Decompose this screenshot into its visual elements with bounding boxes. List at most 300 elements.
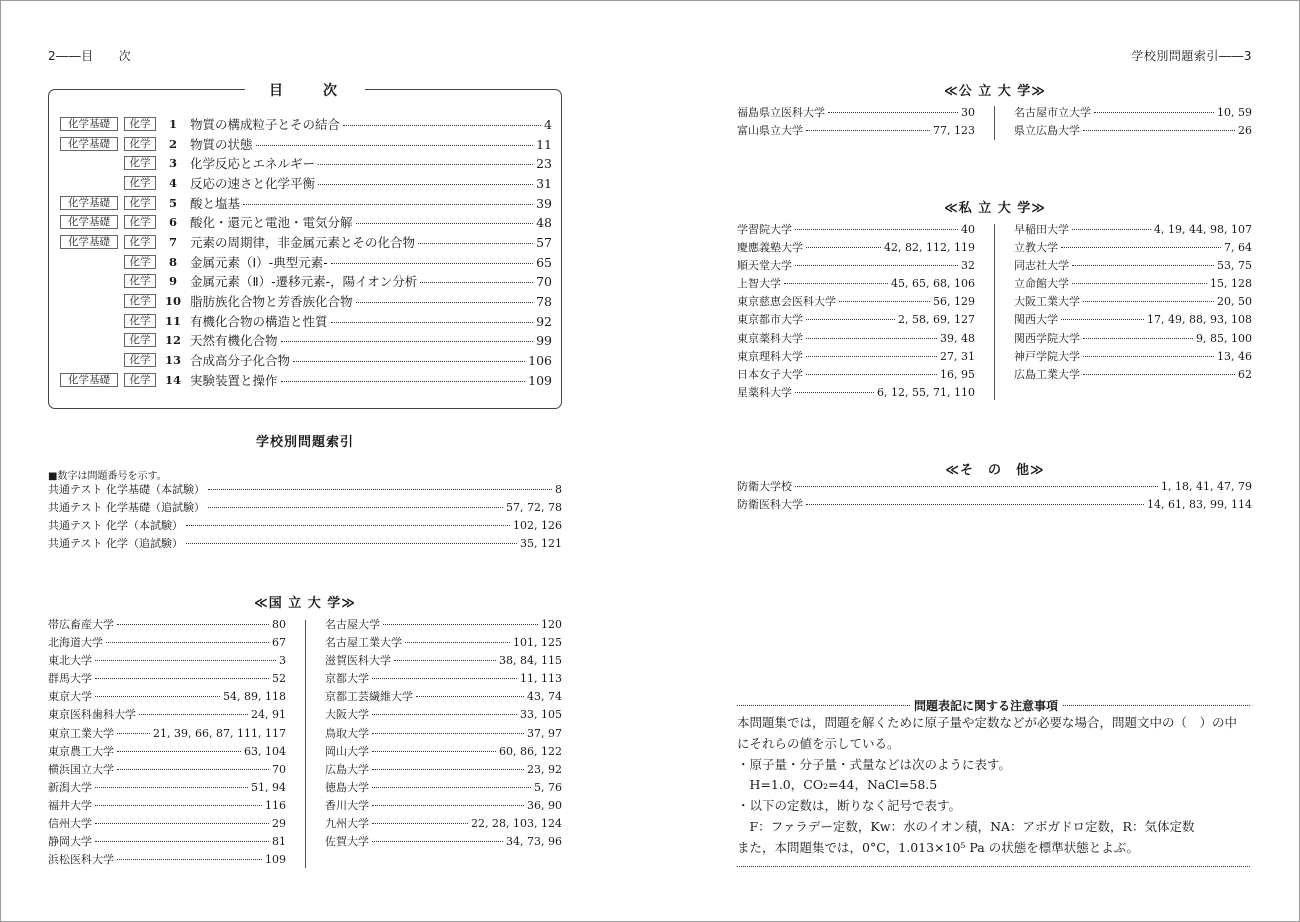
problem-numbers: 67 [272, 636, 286, 650]
school-name: 共通テスト 化学基礎（本試験） [48, 483, 206, 496]
problem-numbers: 7, 64 [1224, 241, 1252, 255]
index-entry [325, 833, 562, 851]
dot-leader [356, 223, 534, 224]
school-name: 福井大学 [48, 798, 92, 812]
school-name: 共通テスト 化学（追試験） [48, 537, 184, 551]
toc-row [60, 193, 552, 213]
problem-numbers: 35, 121 [520, 537, 562, 551]
chapter-title: 実験装置と操作 [190, 372, 278, 388]
problem-numbers: 5, 76 [534, 780, 562, 794]
index-entry [1014, 122, 1252, 140]
national-title: ≪国 立 大 学≫ [254, 596, 356, 611]
index-entry [737, 330, 975, 348]
school-name: 早稲田大学 [1014, 223, 1069, 236]
notice-line: にそれらの値を示している。 [737, 735, 900, 751]
chapter-title: 酸と塩基 [190, 195, 241, 211]
index-entry [48, 535, 562, 553]
index-entry [48, 761, 286, 779]
notice-rule-bottom [737, 866, 1250, 867]
school-name: 静岡大学 [48, 835, 92, 849]
dot-leader [372, 787, 531, 788]
tag-kagaku: 化学 [124, 373, 156, 387]
problem-numbers: 32 [961, 259, 975, 273]
dot-leader [806, 374, 937, 375]
problem-numbers: 36, 90 [527, 798, 562, 812]
dot-leader [1083, 130, 1235, 131]
page-number: 48 [536, 215, 552, 231]
chapter-number: 11 [164, 313, 181, 328]
problem-numbers: 57, 72, 78 [506, 501, 562, 515]
dot-leader [806, 130, 930, 131]
dot-leader [281, 381, 526, 382]
dot-leader [784, 283, 888, 284]
private-list-right [1014, 221, 1252, 384]
index-entry [325, 616, 562, 634]
dot-leader [208, 507, 503, 508]
index-entry [737, 384, 975, 402]
dot-leader [372, 805, 524, 806]
school-name: 東京医科歯科大学 [48, 708, 136, 722]
dot-leader [795, 229, 958, 230]
problem-numbers: 37, 97 [527, 726, 562, 740]
index-entry [325, 815, 562, 833]
chapter-entry [190, 115, 552, 133]
dot-leader [95, 841, 269, 842]
tag-kagaku: 化学 [124, 196, 156, 210]
toc-row [60, 370, 552, 390]
dot-leader [420, 282, 533, 283]
school-name: 名古屋工業大学 [325, 636, 402, 650]
problem-numbers: 1, 18, 41, 47, 79 [1161, 480, 1252, 493]
problem-numbers: 38, 84, 115 [499, 654, 562, 668]
school-name: 上智大学 [737, 277, 781, 291]
chapter-number: 6 [168, 215, 177, 230]
dot-leader [95, 696, 220, 697]
index-entry [48, 499, 562, 517]
index-entry [325, 670, 562, 688]
public-title: ≪公 立 大 学≫ [944, 84, 1046, 99]
page-number: 57 [536, 234, 552, 250]
index-entry [737, 496, 1252, 514]
toc-row [60, 134, 552, 154]
chapter-title: 金属元素（Ⅱ）-遷移元素-，陽イオン分析 [190, 274, 418, 290]
dot-leader [806, 504, 1144, 505]
problem-numbers: 101, 125 [513, 636, 562, 650]
school-name: 星薬科大学 [737, 385, 792, 399]
school-name: 東北大学 [48, 654, 92, 668]
dot-leader [795, 486, 1158, 487]
tag-kagaku: 化学 [124, 274, 156, 288]
school-name: 京都工芸繊維大学 [325, 690, 413, 704]
school-name: 防衛医科大学 [737, 498, 803, 512]
index-entry [1014, 239, 1252, 257]
running-head-left: 2――目 次 [48, 49, 132, 63]
national-list-right [325, 616, 562, 851]
notice-title: 問題表記に関する注意事項 [910, 697, 1062, 714]
chapter-title: 化学反応とエネルギー [190, 156, 316, 172]
school-name: 東京慈恵会医科大学 [737, 295, 836, 309]
private-list-left [737, 221, 975, 402]
chapter-number: 4 [168, 175, 177, 190]
leader-line [190, 194, 552, 212]
problem-numbers: 40 [961, 223, 975, 236]
dot-leader [95, 805, 262, 806]
page-number: 70 [536, 274, 552, 290]
chapter-entry [190, 331, 552, 349]
tag-kagaku: 化学 [124, 353, 156, 367]
problem-numbers: 8 [555, 483, 562, 496]
private-title: ≪私 立 大 学≫ [944, 201, 1046, 216]
index-entry [48, 652, 286, 670]
dot-leader [117, 751, 241, 752]
public-list-left [737, 104, 975, 140]
school-name: 日本女子大学 [737, 367, 803, 381]
index-entry [737, 478, 1252, 496]
school-name: 共通テスト 化学基礎（追試験） [48, 501, 206, 515]
leader-line [190, 312, 552, 330]
chapter-entry [190, 292, 552, 310]
notice-line: F：ファラデー定数，Kw：水のイオン積，NA：アボガドロ定数，R：気体定数 [737, 818, 1195, 834]
chapter-entry [190, 272, 552, 290]
index-entry [737, 275, 975, 293]
tag-kagaku: 化学 [124, 314, 156, 328]
school-name: 鳥取大学 [325, 726, 369, 740]
notice-body [737, 713, 1253, 859]
notice-line: 本問題集では，問題を解くために原子量や定数などが必要な場合，問題文中の（ ）の中 [737, 715, 1238, 730]
problem-numbers: 60, 86, 122 [499, 744, 562, 758]
dot-leader [416, 696, 524, 697]
problem-numbers: 109 [265, 853, 286, 867]
school-name: 東京理科大学 [737, 349, 803, 363]
school-name: 佐賀大学 [325, 835, 369, 849]
school-name: 大阪工業大学 [1014, 295, 1080, 309]
dot-leader [795, 392, 874, 393]
page-number: 23 [536, 156, 552, 172]
column-divider [994, 224, 995, 400]
dot-leader [1083, 338, 1193, 339]
tag-kagaku: 化学 [124, 333, 156, 347]
school-name: 九州大学 [325, 817, 369, 831]
index-entry [48, 706, 286, 724]
school-name: 防衛大学校 [737, 480, 792, 493]
chapter-number: 5 [168, 195, 177, 210]
index-entry [1014, 221, 1252, 239]
tag-kagaku: 化学 [124, 156, 156, 170]
chapter-entry [190, 135, 552, 153]
other-title: ≪そ の 他≫ [945, 463, 1045, 478]
public-list-right [1014, 104, 1252, 140]
problem-numbers: 77, 123 [933, 124, 975, 138]
page-number: 106 [528, 353, 552, 369]
problem-numbers: 34, 73, 96 [506, 835, 562, 849]
other-list [737, 478, 1252, 514]
school-name: 横浜国立大学 [48, 762, 114, 776]
dot-leader [806, 338, 937, 339]
tag-kagaku-kiso: 化学基礎 [60, 373, 118, 387]
tag-kagaku-kiso: 化学基礎 [60, 235, 118, 249]
dot-leader [95, 787, 248, 788]
index-entry [737, 366, 975, 384]
dot-leader [1083, 374, 1235, 375]
chapter-title: 合成高分子化合物 [190, 353, 291, 369]
problem-numbers: 10, 59 [1217, 106, 1252, 119]
national-list-left [48, 616, 286, 869]
school-name: 徳島大学 [325, 780, 369, 794]
chapter-number: 9 [168, 274, 177, 289]
tag-kagaku: 化学 [124, 137, 156, 151]
index-entry [1014, 366, 1252, 384]
toc-row [60, 331, 552, 351]
leader-line [190, 331, 552, 349]
dot-leader [405, 642, 510, 643]
problem-numbers: 62 [1238, 367, 1252, 381]
dot-leader [372, 751, 496, 752]
index-entry [48, 743, 286, 761]
school-name: 立教大学 [1014, 241, 1058, 255]
index-entry [325, 797, 562, 815]
chapter-title: 金属元素（Ⅰ）-典型元素- [190, 254, 328, 270]
chapter-entry [190, 213, 552, 231]
school-name: 県立広島大学 [1014, 124, 1080, 138]
tag-kagaku: 化学 [124, 215, 156, 229]
leader-line [190, 135, 552, 153]
school-name: 名古屋大学 [325, 618, 380, 631]
index-entry [1014, 311, 1252, 329]
school-name: 広島工業大学 [1014, 367, 1080, 381]
leader-line [190, 371, 552, 389]
dot-leader [186, 525, 510, 526]
index-entry [737, 293, 975, 311]
chapter-entry [190, 312, 552, 330]
problem-numbers: 81 [272, 835, 286, 849]
problem-numbers: 17, 49, 88, 93, 108 [1147, 313, 1252, 327]
school-name: 浜松医科大学 [48, 853, 114, 867]
index-entry [1014, 330, 1252, 348]
dot-leader [372, 678, 517, 679]
toc-row [60, 173, 552, 193]
school-name: 信州大学 [48, 817, 92, 831]
problem-numbers: 16, 95 [940, 367, 975, 381]
index-entry [325, 779, 562, 797]
tag-kagaku: 化学 [124, 255, 156, 269]
column-divider [994, 106, 995, 140]
chapter-title: 反応の速さと化学平衡 [190, 175, 316, 191]
notice-line: ・以下の定数は，断りなく記号で表す。 [737, 798, 962, 814]
school-name: 東京農工大学 [48, 744, 114, 758]
toc-row [60, 311, 552, 331]
school-name: 香川大学 [325, 798, 369, 812]
problem-numbers: 80 [272, 618, 286, 631]
column-divider [305, 620, 306, 868]
toc-title: 目 次 [245, 80, 365, 100]
school-name: 関西大学 [1014, 313, 1058, 327]
dot-leader [293, 361, 525, 362]
problem-numbers: 23, 92 [527, 762, 562, 776]
dot-leader [95, 660, 276, 661]
toc-row [60, 291, 552, 311]
chapter-entry [190, 174, 552, 192]
dot-leader [256, 145, 534, 146]
index-entry [48, 851, 286, 869]
dot-leader [1072, 265, 1214, 266]
problem-numbers: 15, 128 [1210, 277, 1252, 291]
problem-numbers: 27, 31 [940, 349, 975, 363]
chapter-number: 7 [168, 234, 177, 249]
problem-numbers: 30 [961, 106, 975, 119]
school-name: 共通テスト 化学（本試験） [48, 519, 184, 533]
problem-numbers: 6, 12, 55, 71, 110 [877, 385, 975, 399]
chapter-number: 12 [164, 333, 181, 348]
school-name: 名古屋市立大学 [1014, 106, 1091, 119]
dot-leader [117, 733, 150, 734]
page-number: 99 [536, 333, 552, 349]
leader-line [190, 115, 552, 133]
toc-list [60, 114, 552, 390]
index-note: ■数字は問題番号を示す。 [48, 471, 167, 482]
dot-leader [372, 769, 524, 770]
problem-numbers: 39, 48 [940, 331, 975, 345]
problem-numbers: 13, 46 [1217, 349, 1252, 363]
toc-row [60, 232, 552, 252]
tag-kagaku-kiso: 化学基礎 [60, 137, 118, 151]
tag-kagaku: 化学 [124, 235, 156, 249]
chapter-number: 8 [168, 254, 177, 269]
school-name: 滋賀医科大学 [325, 654, 391, 668]
school-name: 東京薬科大学 [737, 331, 803, 345]
chapter-title: 元素の周期律，非金属元素とその化合物 [190, 234, 416, 250]
index-entry [48, 634, 286, 652]
problem-numbers: 14, 61, 83, 99, 114 [1147, 498, 1252, 512]
leader-line [190, 272, 552, 290]
problem-numbers: 11, 113 [520, 672, 562, 686]
leader-line [190, 351, 552, 369]
dot-leader [795, 265, 958, 266]
chapter-title: 物質の状態 [190, 136, 253, 152]
index-entry [737, 239, 975, 257]
leader-line [190, 154, 552, 172]
problem-numbers: 54, 89, 118 [223, 690, 286, 704]
index-entry [48, 670, 286, 688]
notice-line: ・原子量・分子量・式量などは次のように表す。 [737, 756, 1012, 772]
page-number: 11 [536, 136, 552, 152]
index-entry [1014, 275, 1252, 293]
tag-kagaku: 化学 [124, 294, 156, 308]
dot-leader [106, 642, 269, 643]
dot-leader [1061, 247, 1221, 248]
chapter-title: 酸化・還元と電池・電気分解 [190, 215, 353, 231]
dot-leader [243, 204, 533, 205]
page-number: 39 [536, 195, 552, 211]
dot-leader [1083, 356, 1214, 357]
dot-leader [117, 624, 269, 625]
index-entry [737, 348, 975, 366]
tag-kagaku-kiso: 化学基礎 [60, 196, 118, 210]
index-entry [48, 815, 286, 833]
dot-leader [95, 678, 269, 679]
school-name: 順天堂大学 [737, 259, 792, 273]
problem-numbers: 52 [272, 672, 286, 686]
dot-leader [828, 112, 958, 113]
index-entry [325, 725, 562, 743]
index-entry [325, 634, 562, 652]
dot-leader [281, 341, 534, 342]
page-number: 31 [536, 175, 552, 191]
problem-numbers: 26 [1238, 124, 1252, 138]
notice-line: H=1.0，CO₂=44，NaCl=58.5 [737, 777, 938, 793]
leader-line [190, 233, 552, 251]
index-entry [1014, 348, 1252, 366]
index-entry [325, 761, 562, 779]
problem-numbers: 70 [272, 762, 286, 776]
chapter-number: 14 [164, 372, 181, 387]
school-name: 大阪大学 [325, 708, 369, 722]
dot-leader [418, 243, 533, 244]
dot-leader [839, 301, 930, 302]
problem-numbers: 116 [265, 798, 286, 812]
tag-kagaku-kiso: 化学基礎 [60, 215, 118, 229]
notice-line: また，本問題集では，0°C，1.013×10⁵ Pa の状態を標準状態とよぶ。 [737, 839, 1139, 855]
problem-numbers: 29 [272, 817, 286, 831]
index-entry [325, 652, 562, 670]
index-entry [737, 311, 975, 329]
school-name: 東京大学 [48, 690, 92, 704]
index-entry [48, 481, 562, 499]
index-entry [737, 104, 975, 122]
tag-kagaku-kiso: 化学基礎 [60, 117, 118, 131]
dot-leader [356, 302, 534, 303]
school-name: 東京都市大学 [737, 313, 803, 327]
dot-leader [343, 125, 541, 126]
index-entry [48, 833, 286, 851]
school-name: 広島大学 [325, 762, 369, 776]
school-name: 福島県立医科大学 [737, 106, 825, 119]
problem-numbers: 43, 74 [527, 690, 562, 704]
leader-line [190, 213, 552, 231]
dot-leader [806, 247, 881, 248]
index-title: 学校別問題索引 [255, 435, 354, 450]
chapter-entry [190, 233, 552, 251]
dot-leader [1083, 301, 1214, 302]
dot-leader [372, 841, 503, 842]
school-name: 群馬大学 [48, 672, 92, 686]
school-name: 神戸学院大学 [1014, 349, 1080, 363]
school-name: 京都大学 [325, 672, 369, 686]
page-number: 78 [536, 294, 552, 310]
toc-row [60, 114, 552, 134]
running-head-right: 学校別問題索引――3 [1131, 49, 1252, 63]
problem-numbers: 56, 129 [933, 295, 975, 309]
problem-numbers: 9, 85, 100 [1196, 331, 1252, 345]
page-number: 4 [544, 116, 552, 132]
dot-leader [394, 660, 496, 661]
chapter-title: 天然有機化合物 [190, 333, 278, 349]
school-name: 関西学院大学 [1014, 331, 1080, 345]
index-entry [737, 221, 975, 239]
problem-numbers: 33, 105 [520, 708, 562, 722]
index-entry [1014, 257, 1252, 275]
school-name: 立命館大学 [1014, 277, 1069, 291]
chapter-number: 13 [164, 353, 181, 368]
index-entry [48, 517, 562, 535]
common-test-list [48, 481, 562, 553]
dot-leader [139, 714, 248, 715]
index-entry [737, 257, 975, 275]
dot-leader [372, 823, 468, 824]
school-name: 慶應義塾大学 [737, 241, 803, 255]
dot-leader [331, 322, 534, 323]
chapter-title: 有機化合物の構造と性質 [190, 313, 328, 329]
dot-leader [117, 859, 262, 860]
